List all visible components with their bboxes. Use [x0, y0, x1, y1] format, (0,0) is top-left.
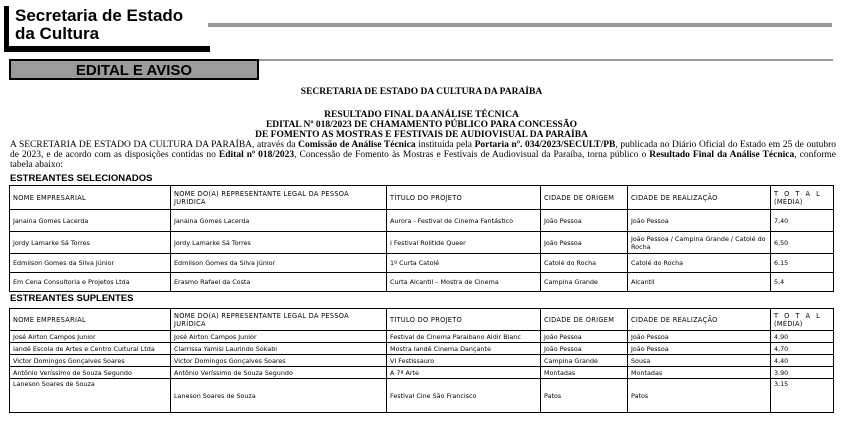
col-city: CIDADE DE REALIZAÇÃO — [628, 186, 771, 210]
col-city: CIDADE DE REALIZAÇÃO — [628, 309, 771, 331]
col-origin: CIDADE DE ORIGEM — [541, 309, 628, 331]
table-row: Antônio Veríssimo de Souza Segundo Antônio Veríssimo de Souza Segundo A 7ª Arte Montadas Montadas 3,90 — [10, 367, 834, 379]
table-header-row — [10, 309, 834, 331]
doc-paragraph: A SECRETARIA DE ESTADO DA CULTURA DA PARAÍBA, através da Comissão de Análise Técnica instituída pela Portaria nº. 034/2023/SECULT/PB, publicada no Diário Oficial do Estado em 25 de outubro de 2023, e de acordo com as disposições contidas no Edital nº 018/2023, Concessão de Fomento às Mostras e Festivais de Audiovisual da Paraíba, torna público o Resultado Final da Análise Técnica, conforme tabela abaixo: — [10, 140, 837, 170]
doc-heading-org: SECRETARIA DE ESTADO DA CULTURA DA PARAÍBA — [300, 87, 543, 97]
table-row: Em Cena Consultoria e Projetos Ltda Erasmo Rafael da Costa Curta Alcantil – Mostra de Cinema Campina Grande Alcantil 5,4 — [10, 273, 834, 292]
table-row: José Airton Campos Junior José Airton Campos Junior Festival de Cinema Paraibano Aldir Blanc João Pessoa João Pessoa 4,90 — [10, 331, 834, 343]
table-row: Janaina Gomes Lacerda Janaina Gomes Lacerda Aurora - Festival de Cinema Fantástico João Pessoa João Pessoa 7,40 — [10, 210, 834, 232]
col-total: T O T A L (MÉDIA) — [771, 186, 834, 210]
selected-title: ESTREANTES SELECIONADOS — [10, 173, 153, 184]
header-rule — [208, 23, 832, 27]
table-row: Victor Domingos Gonçalves Soares Victor Domingos Gonçalves Soares VI Festissauro Campina Grande Sousa 4,40 — [10, 355, 834, 367]
doc-heading-edital: EDITAL Nº 018/2023 DE CHAMAMENTO PÚBLICO PARA CONCESSÃO — [265, 120, 578, 130]
col-origin: CIDADE DE ORIGEM — [541, 186, 628, 210]
org-title — [15, 7, 205, 43]
table-header-row — [10, 186, 834, 210]
table-row: Jordy Lamarke Sá Torres Jordy Lamarke Sá Torres I Festival Rolitide Queer João Pessoa João Pessoa / Campina Grande / Catolé do Rocha 6,50 — [10, 232, 834, 254]
doc-heading-result: RESULTADO FINAL DA ANÁLISE TÉCNICA — [324, 110, 519, 120]
col-rep: NOME DO(A) REPRESENTANTE LEGAL DA PESSOA JURÍDICA — [171, 186, 387, 210]
col-name: NOME EMPRESARIAL — [10, 309, 171, 331]
suplentes-title: ESTREANTES SUPLENTES — [10, 293, 134, 304]
table-row: Iandê Escola de Artes e Centro Cultural Ltda Clarrissa Yamisi Laurindo Sokabi Mostra Iandê Cinema Dançante João Pessoa João Pessoa 4,70 — [10, 343, 834, 355]
col-name: NOME EMPRESARIAL — [10, 186, 171, 210]
doc-heading-fomento: DE FOMENTO AS MOSTRAS E FESTIVAIS DE AUDIOVISUAL DA PARAÍBA — [255, 130, 588, 140]
section-tag-rule — [259, 59, 833, 61]
suplentes-table — [9, 308, 834, 413]
col-project: TITULO DO PROJETO — [387, 309, 541, 331]
col-rep: NOME DO(A) REPRESENTANTE LEGAL DA PESSOA JURÍDICA — [171, 309, 387, 331]
org-title-line1: Secretaria de Estado — [15, 6, 184, 25]
table-row: Edmilson Gomes da Silva Júnior Edmilson Gomes da Silva Júnior 1º Curta Catolé Catolé do Rocha Catolé do Rocha 6,15 — [10, 254, 834, 273]
section-tag — [9, 59, 259, 80]
col-project: TÍTULO DO PROJETO — [387, 186, 541, 210]
org-title-line2: da Cultura — [15, 24, 100, 43]
section-tag-label: EDITAL E AVISO — [75, 62, 193, 79]
selected-table — [9, 185, 834, 292]
col-total: T O T A L (MÉDIA) — [771, 309, 834, 331]
masthead — [4, 6, 210, 52]
table-row: Laneson Soares de Souza Laneson Soares de Souza Festival Cine São Francisco Patos Patos 3,15 — [10, 379, 834, 413]
